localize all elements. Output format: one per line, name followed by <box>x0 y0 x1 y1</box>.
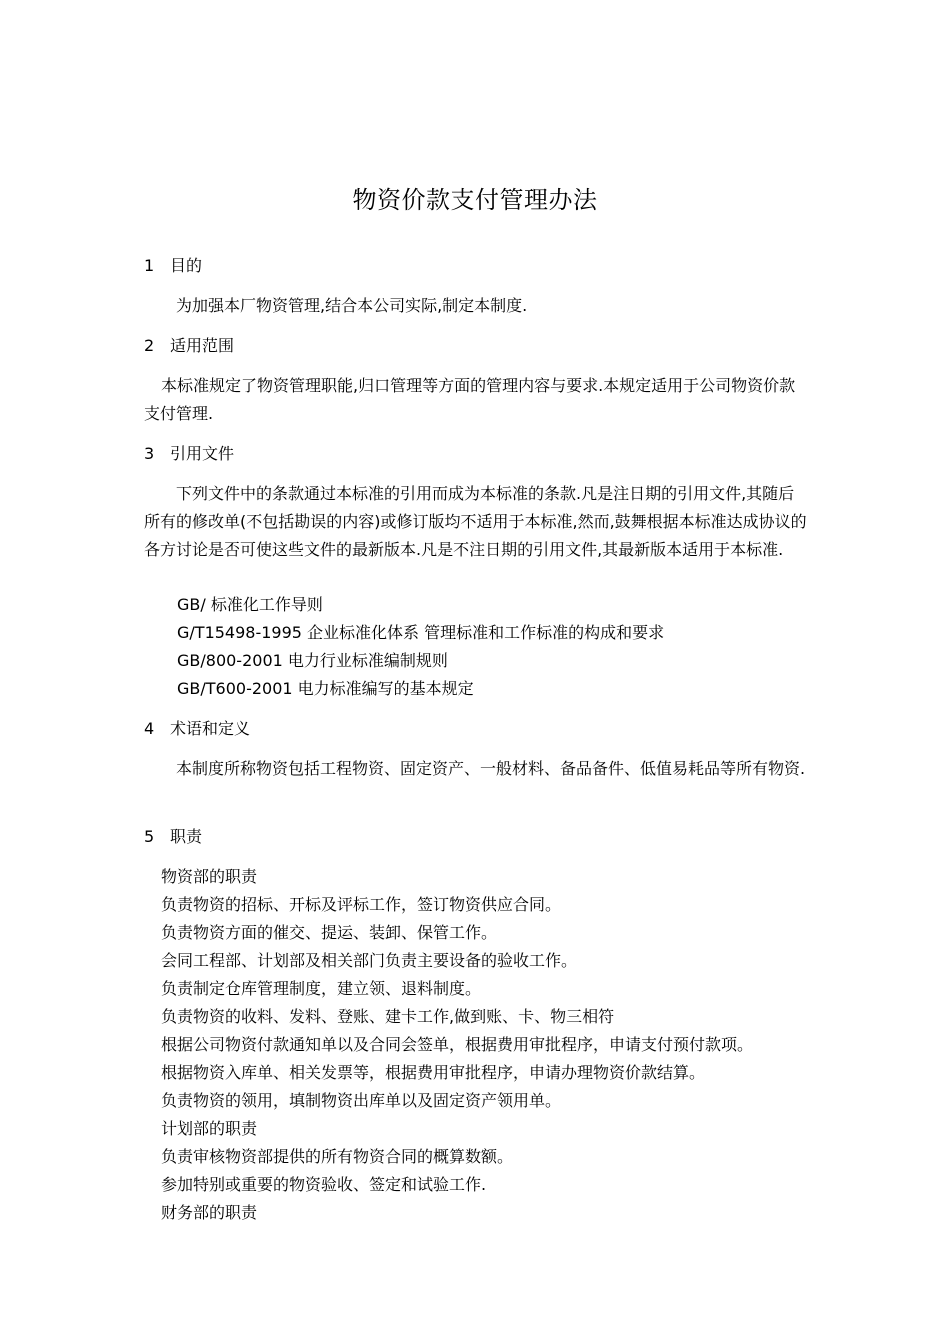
reference-item: GB/800-2001 电力行业标准编制规则 <box>177 651 448 670</box>
reference-item: G/T15498-1995 企业标准化体系 管理标准和工作标准的构成和要求 <box>177 623 665 642</box>
section-3-paragraph: 下列文件中的条款通过本标准的引用而成为本标准的条款.凡是注日期的引用文件,其随后所有的修改单(不包括勘误的内容)或修订版均不适用于本标准,然而,鼓舞根据本标准达成协议的各方讨论是否可使这些文件的最新版本.凡是不注日期的引用文件,其最新版本适用于本标准. <box>144 484 807 559</box>
section-4-heading <box>144 719 250 739</box>
duty-item: 根据公司物资付款通知单以及合同会签单，根据费用审批程序，申请支付预付款项。 <box>161 1035 754 1054</box>
duty-item: 负责审核物资部提供的所有物资合同的概算数额。 <box>161 1147 514 1166</box>
section-number: 5 <box>144 827 155 846</box>
section-title: 术语和定义 <box>170 719 251 738</box>
reference-item: GB/T600-2001 电力标准编写的基本规定 <box>177 679 474 698</box>
duty-subheading-materials-dept: 物资部的职责 <box>161 867 258 886</box>
duty-item: 负责物资方面的催交、提运、装卸、保管工作。 <box>161 923 498 942</box>
section-2-paragraph: 本标准规定了物资管理职能,归口管理等方面的管理内容与要求.本规定适用于公司物资价款支付管理. <box>144 376 796 423</box>
section-number: 3 <box>144 444 155 463</box>
duty-item: 参加特别或重要的物资验收、签定和试验工作. <box>161 1175 487 1194</box>
section-1-heading <box>144 256 202 276</box>
section-3-heading <box>144 444 234 464</box>
section-number: 1 <box>144 256 155 275</box>
section-number: 2 <box>144 336 155 355</box>
duty-item: 负责物资的招标、开标及评标工作，签订物资供应合同。 <box>161 895 562 914</box>
section-title: 目的 <box>170 256 203 275</box>
document-title: 物资价款支付管理办法 <box>352 186 598 214</box>
section-4-paragraph: 本制度所称物资包括工程物资、固定资产、一般材料、备品备件、低值易耗品等所有物资. <box>176 759 806 778</box>
duty-item: 根据物资入库单、相关发票等，根据费用审批程序，申请办理物资价款结算。 <box>161 1063 706 1082</box>
duty-item: 负责物资的领用，填制物资出库单以及固定资产领用单。 <box>161 1091 562 1110</box>
section-2-heading <box>144 336 234 356</box>
section-title: 引用文件 <box>170 444 235 463</box>
section-5-heading <box>144 827 202 847</box>
duty-item: 负责制定仓库管理制度，建立领、退料制度。 <box>161 979 482 998</box>
duty-item: 会同工程部、计划部及相关部门负责主要设备的验收工作。 <box>161 951 578 970</box>
duty-subheading-finance-dept: 财务部的职责 <box>161 1203 258 1222</box>
section-number: 4 <box>144 719 155 738</box>
section-title: 适用范围 <box>170 336 235 355</box>
duty-subheading-planning-dept: 计划部的职责 <box>161 1119 258 1138</box>
duty-item: 负责物资的收料、发料、登账、建卡工作,做到账、卡、物三相符 <box>161 1007 615 1026</box>
section-1-paragraph: 为加强本厂物资管理,结合本公司实际,制定本制度. <box>176 296 528 315</box>
reference-item: GB/ 标准化工作导则 <box>177 595 323 614</box>
section-title: 职责 <box>170 827 203 846</box>
